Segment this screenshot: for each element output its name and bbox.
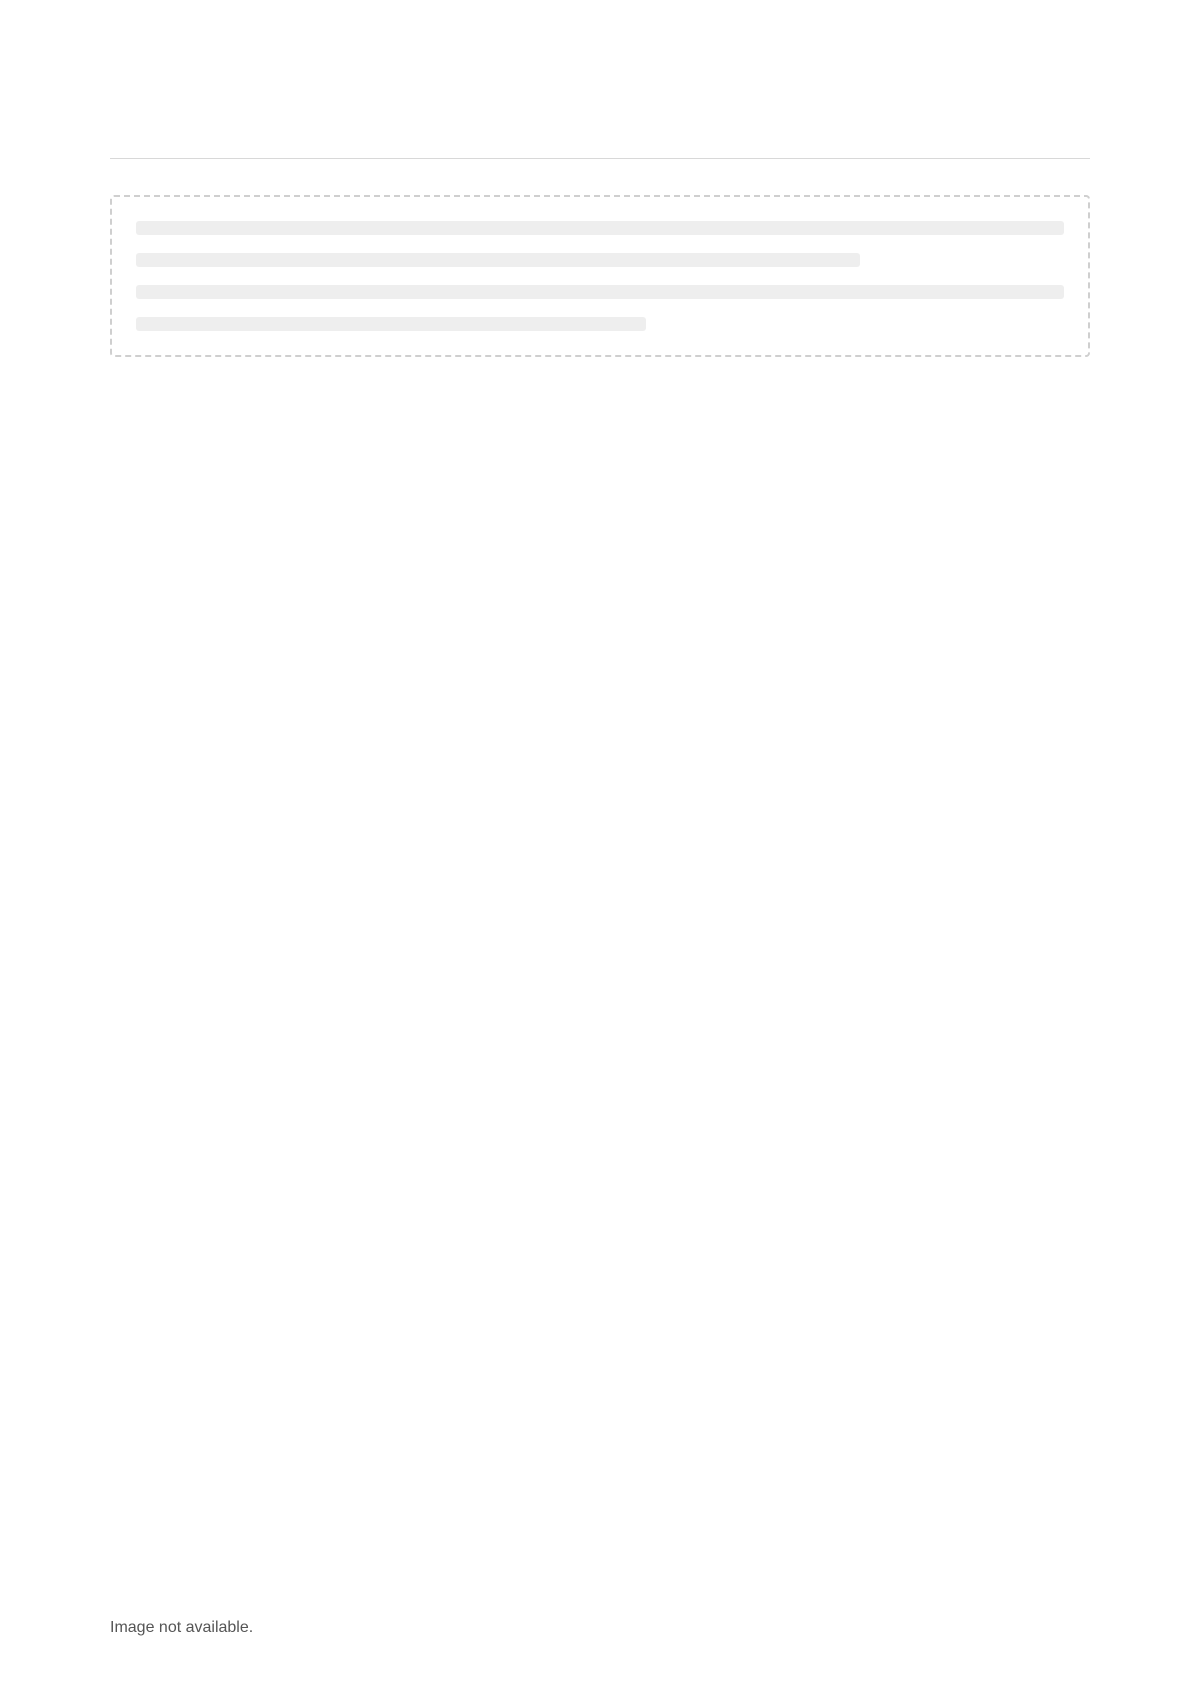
document-content-placeholder — [110, 195, 1090, 357]
placeholder-line — [136, 285, 1064, 299]
placeholder-line — [136, 317, 646, 331]
placeholder-line — [136, 221, 1064, 235]
placeholder-line — [136, 253, 860, 267]
status-note: Image not available. — [110, 1619, 254, 1636]
document-header — [110, 120, 1090, 159]
